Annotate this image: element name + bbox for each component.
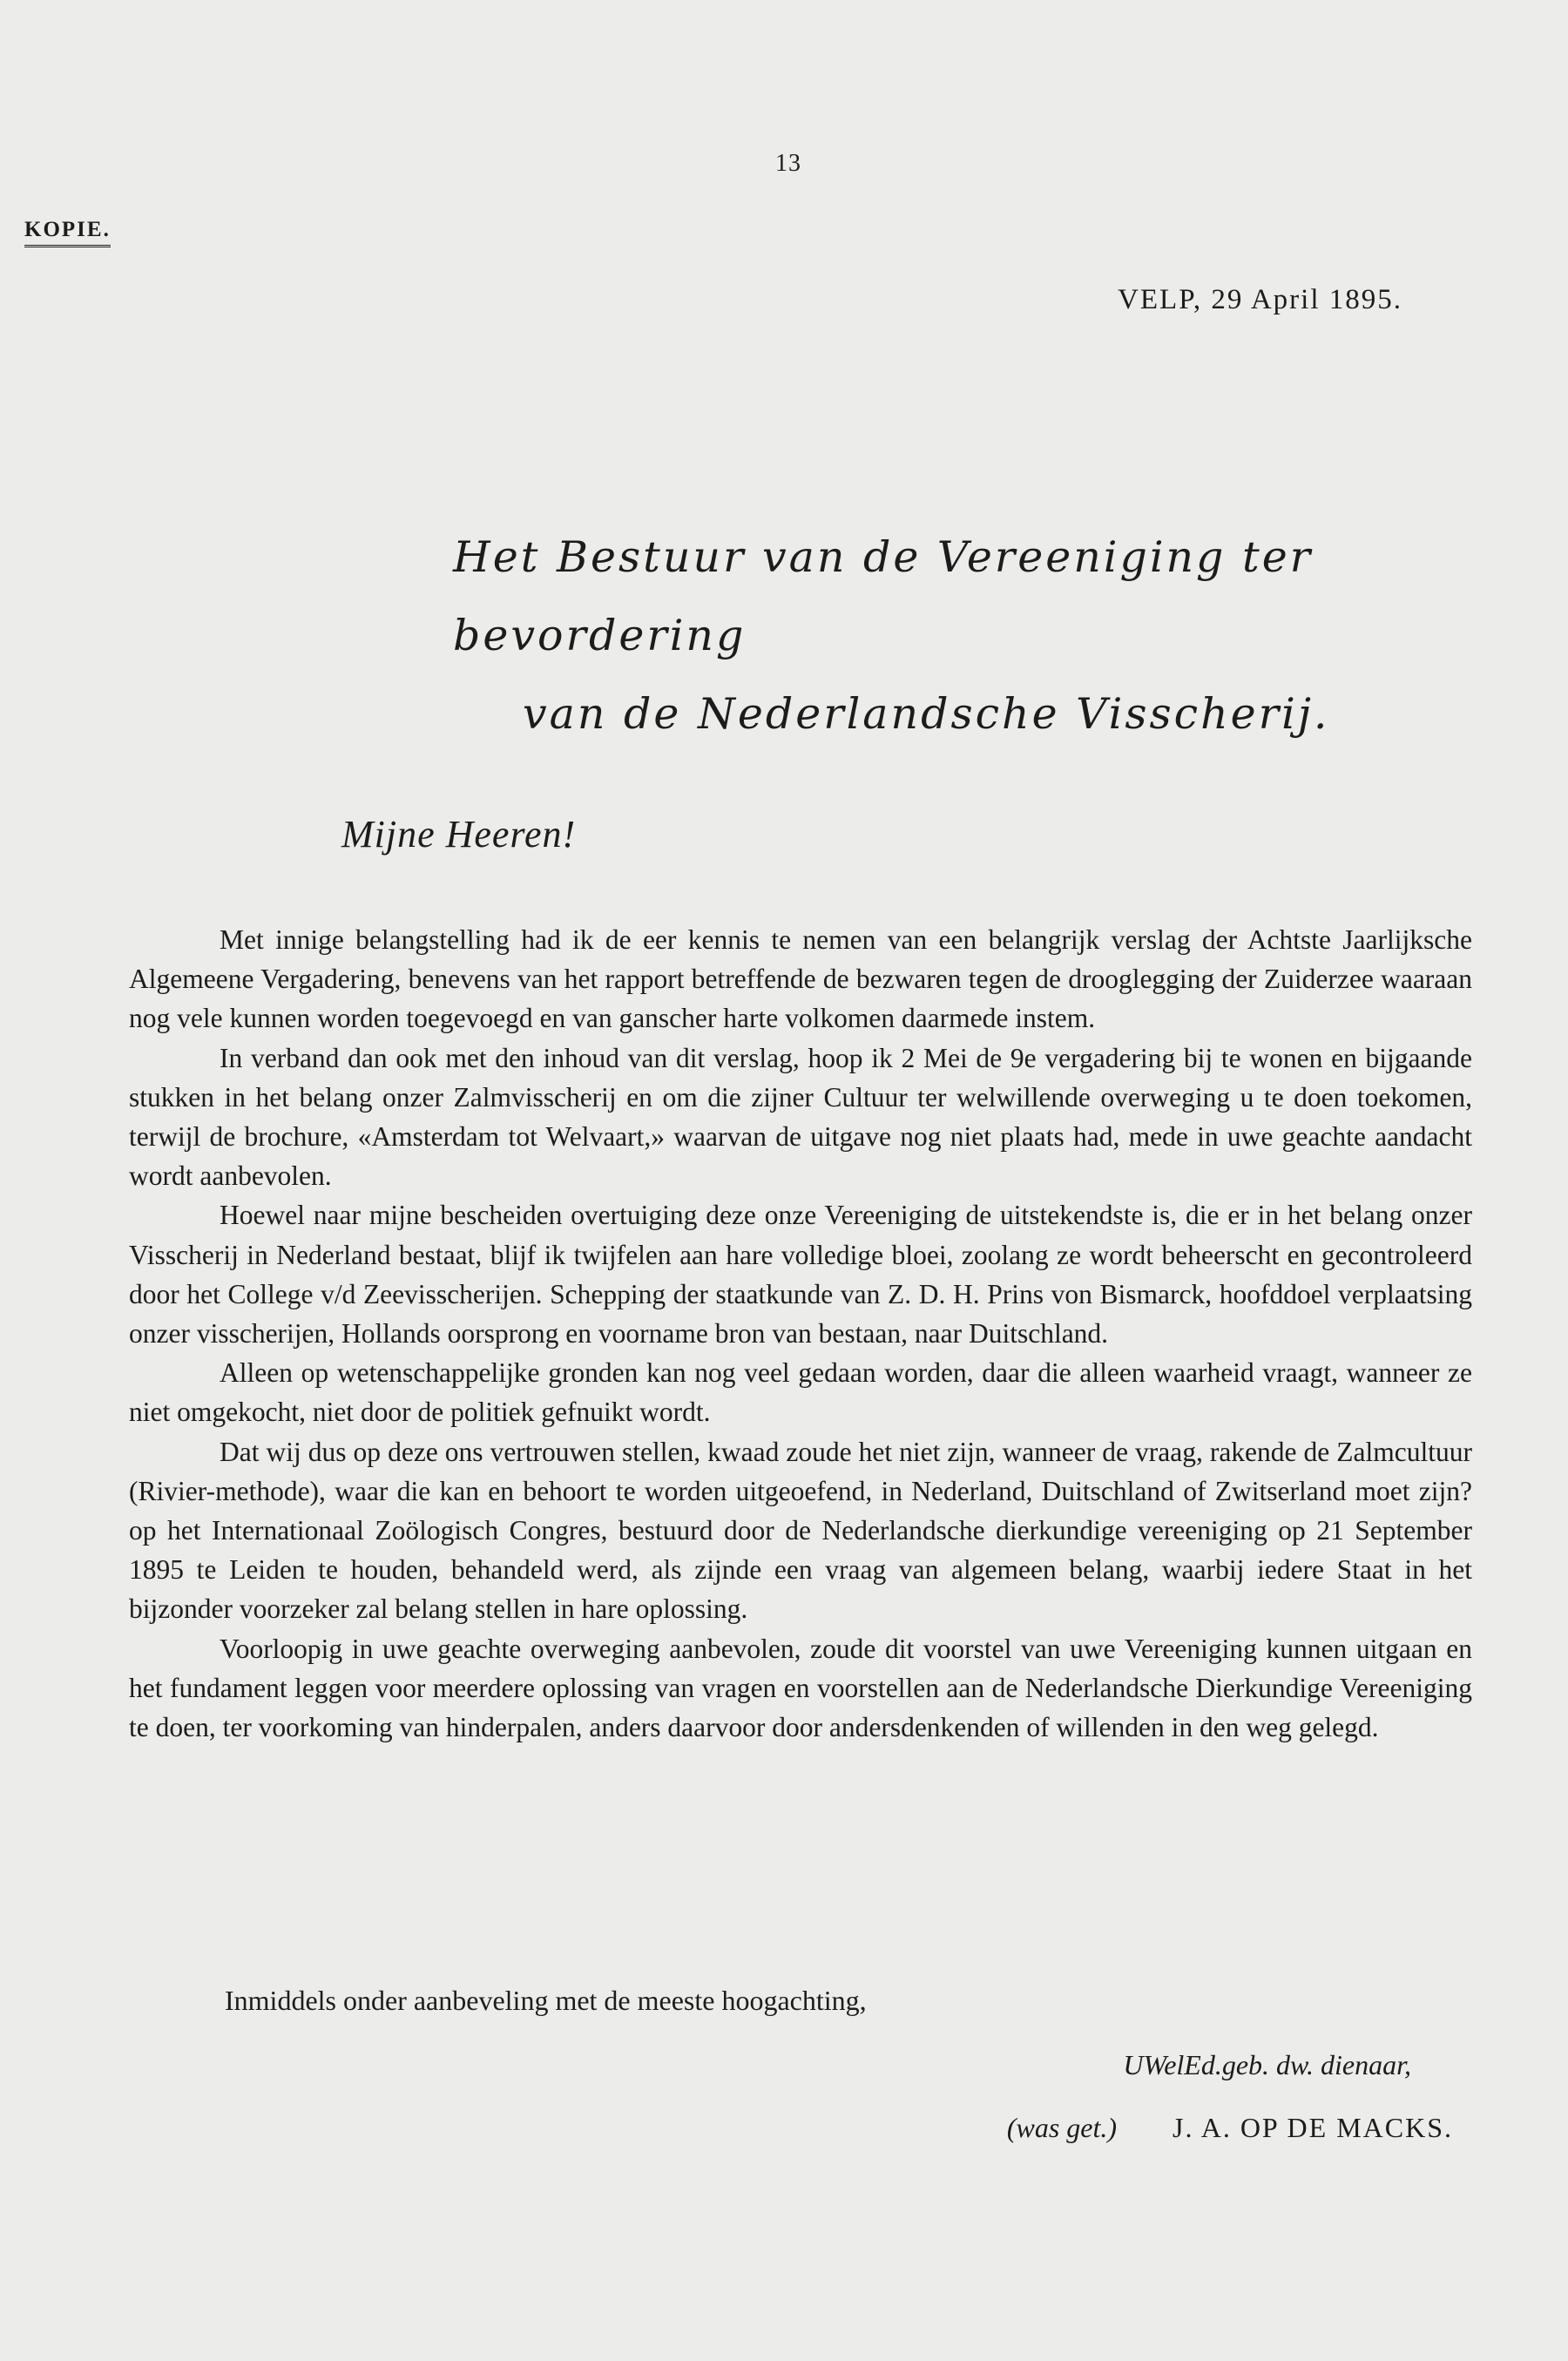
paragraph: Voorloopig in uwe geachte overweging aanbevolen, zoude dit voorstel van uwe Vereeniging kunnen uitgaan en het fundament leggen voor meerdere oplossing van vragen en voorstellen aan de Nederlandsche Dierkundige Vereeniging te doen, ter voorkoming van hinderpalen, anders daarvoor door andersdenkenden of willenden in den weg gelegd. [129, 1633, 1472, 1743]
paragraph: Met innige belangstelling had ik de eer kennis te nemen van een belangrijk verslag der Achtste Jaarlijksche Algemeene Vergadering, benevens van het rapport betreffende de bezwaren tegen de drooglegging der Zuiderzee waaraan nog vele kunnen worden toegevoegd en van ganscher harte volkomen daarmede instem. [129, 924, 1472, 1034]
addressee [453, 518, 1481, 754]
closing-line: Inmiddels onder aanbeveling met de meeste hoogachting, [225, 1985, 867, 2016]
paragraph: Alleen op wetenschappelijke gronden kan nog veel gedaan worden, daar die alleen waarheid vraagt, wanneer ze niet omgekocht, niet door de politiek gefnuikt wordt. [129, 1357, 1472, 1428]
paragraph: In verband dan ook met den inhoud van dit verslag, hoop ik 2 Mei de 9e vergadering bij te wonen en bijgaande stukken in het belang onzer Zalmvisscherij en om die zijner Cultuur ter welwillende overweging u te doen toekomen, terwijl de brochure, «Amsterdam tot Welvaart,» waarvan de uitgave nog niet plaats had, mede in uwe geachte aandacht wordt aanbevolen. [129, 1042, 1472, 1192]
addressee-line-1: Het Bestuur van de Vereeniging ter bevordering [453, 532, 1314, 660]
paragraph: Hoewel naar mijne bescheiden overtuiging deze onze Vereeniging de uitstekendste is, die er in het belang onzer Visscherij in Nederland bestaat, blijf ik twijfelen aan hare volledige bloei, zoolang ze wordt beheerscht en gecontroleerd door het College v/d Zeevisscherijen. Schepping der staatkunde van Z. D. H. Prins von Bismarck, hoofddoel verplaatsing onzer visscherijen, Hollands oorsprong en voorname bron van bestaan, naar Duitschland. [129, 1200, 1472, 1350]
page-number: 13 [775, 150, 801, 177]
place-date: VELP, 29 April 1895. [1118, 284, 1402, 315]
signature-line [871, 2112, 1453, 2144]
signoff: UWelEd.geb. dw. dienaar, [1123, 2049, 1411, 2080]
paragraph: Dat wij dus op deze ons vertrouwen stellen, kwaad zoude het niet zijn, wanneer de vraag, rakende de Zalmcultuur (Rivier-methode), waar die kan en behoort te worden uitgeoefend, in Nederland, Duitschland of Zwitserland moet zijn? op het Internationaal Zoölogisch Congres, bestuurd door de Nederlandsche dierkundige vereeniging op 21 September 1895 te Leiden te houden, behandeld werd, als zijnde een vraag van algemeen belang, waarbij iedere Staat in het bijzonder voorzeker zal belang stellen in hare oplossing. [129, 1436, 1472, 1625]
letter-body [129, 920, 1472, 1747]
copy-label: KOPIE. [24, 218, 111, 247]
was-signed-note: (was get.) [1006, 2112, 1118, 2143]
signer-name: J. A. OP DE MACKS. [1173, 2112, 1453, 2143]
addressee-line-2: van de Nederlandsche Visscherij. [523, 689, 1330, 739]
salutation: Mijne Heeren! [341, 813, 577, 856]
